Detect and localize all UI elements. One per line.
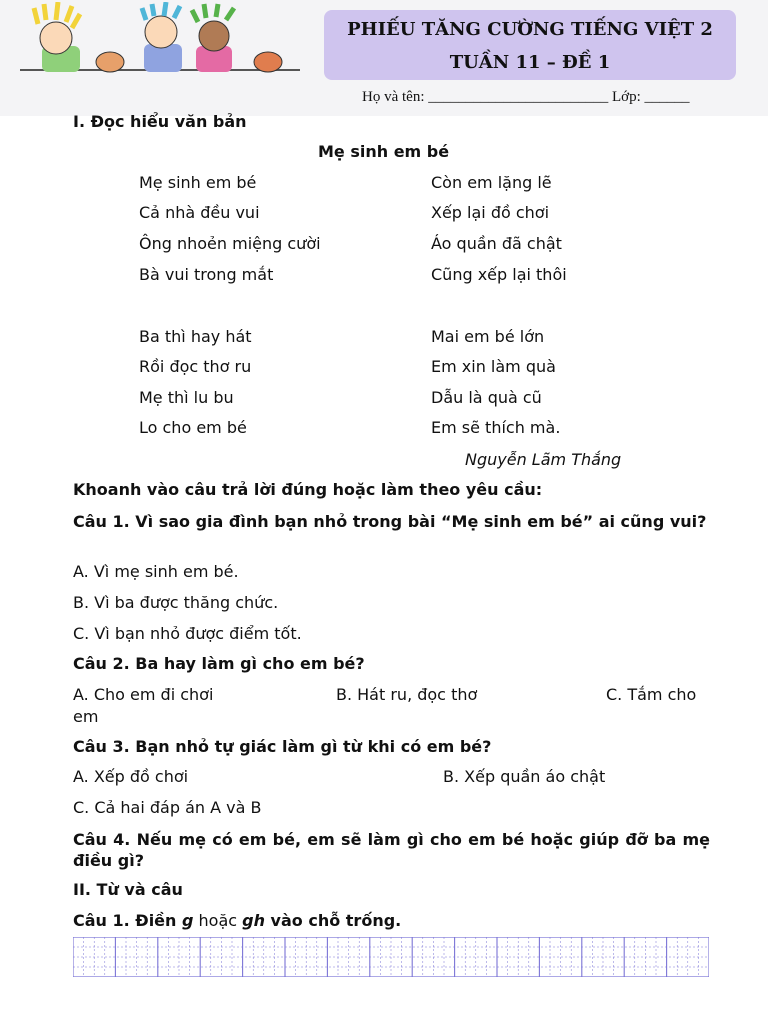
poem-line: Ông nhoẻn miệng cười <box>139 234 321 253</box>
poem-line: Xếp lại đồ chơi <box>431 203 550 222</box>
poem-line: Ba thì hay hát <box>139 327 252 346</box>
poem-line: Bà vui trong mắt <box>139 265 274 284</box>
answer-option: B. Vì ba được thăng chức. <box>73 593 279 612</box>
worksheet-title <box>324 10 736 80</box>
section-1-heading: I. Đọc hiểu văn bản <box>73 112 247 131</box>
poem-line: Cả nhà đều vui <box>139 203 260 222</box>
question-2: Câu 2. Ba hay làm gì cho em bé? <box>73 654 365 673</box>
text-part: hoặc <box>193 911 243 930</box>
question-4: Câu 4. Nếu mẹ có em bé, em sẽ làm gì cho em bé hoặc giúp đỡ ba mẹ điều gì? <box>73 830 710 870</box>
poem-line: Mẹ sinh em bé <box>139 173 257 192</box>
text-part: Câu 1. Điền <box>73 911 182 930</box>
answer-option: A. Vì mẹ sinh em bé. <box>73 562 239 581</box>
answer-option-continuation: em <box>73 707 99 726</box>
poem-line: Còn em lặng lẽ <box>431 173 552 192</box>
title-line-2: TUẦN 11 – ĐỀ 1 <box>449 52 611 73</box>
question-3: Câu 3. Bạn nhỏ tự giác làm gì từ khi có em bé? <box>73 737 492 756</box>
answer-option: A. Xếp đồ chơi <box>73 767 189 786</box>
answer-option: B. Hát ru, đọc thơ <box>336 685 478 704</box>
text-part: vào chỗ trống. <box>264 911 402 930</box>
handwriting-grid[interactable] <box>73 937 709 977</box>
poem-line: Em xin làm quà <box>431 357 556 376</box>
question-1: Câu 1. Vì sao gia đình bạn nhỏ trong bài “Mẹ sinh em bé” ai cũng vui? <box>73 512 707 531</box>
title-line-1: PHIẾU TĂNG CƯỜNG TIẾNG VIỆT 2 <box>347 19 713 40</box>
poem-line: Áo quần đã chật <box>431 234 562 253</box>
section-2-question-1 <box>73 911 401 930</box>
poem-author: Nguyễn Lãm Thắng <box>465 450 622 469</box>
poem-title: Mẹ sinh em bé <box>318 142 450 161</box>
answer-option: C. Cả hai đáp án A và B <box>73 798 262 817</box>
answer-option: C. Vì bạn nhỏ được điểm tốt. <box>73 624 302 643</box>
children-illustration <box>20 2 305 74</box>
page-header <box>0 0 768 116</box>
letter-gh: gh <box>242 911 265 930</box>
poem-line: Lo cho em bé <box>139 418 247 437</box>
answer-option: C. Tắm cho <box>606 685 697 704</box>
answer-option: A. Cho em đi chơi <box>73 685 214 704</box>
poem-line: Em sẽ thích mà. <box>431 418 561 437</box>
poem-line: Mai em bé lớn <box>431 327 545 346</box>
poem-line: Cũng xếp lại thôi <box>431 265 567 284</box>
letter-g: g <box>181 911 194 930</box>
student-name-class-line: Họ và tên: ________________________ Lớp: ______ <box>362 89 690 105</box>
poem-line: Rồi đọc thơ ru <box>139 357 252 376</box>
instruction-text: Khoanh vào câu trả lời đúng hoặc làm theo yêu cầu: <box>73 480 543 499</box>
poem-line: Dẫu là quà cũ <box>431 388 542 407</box>
section-2-heading: II. Từ và câu <box>73 880 183 899</box>
answer-option: B. Xếp quần áo chật <box>443 767 606 786</box>
poem-line: Mẹ thì lu bu <box>139 388 234 407</box>
